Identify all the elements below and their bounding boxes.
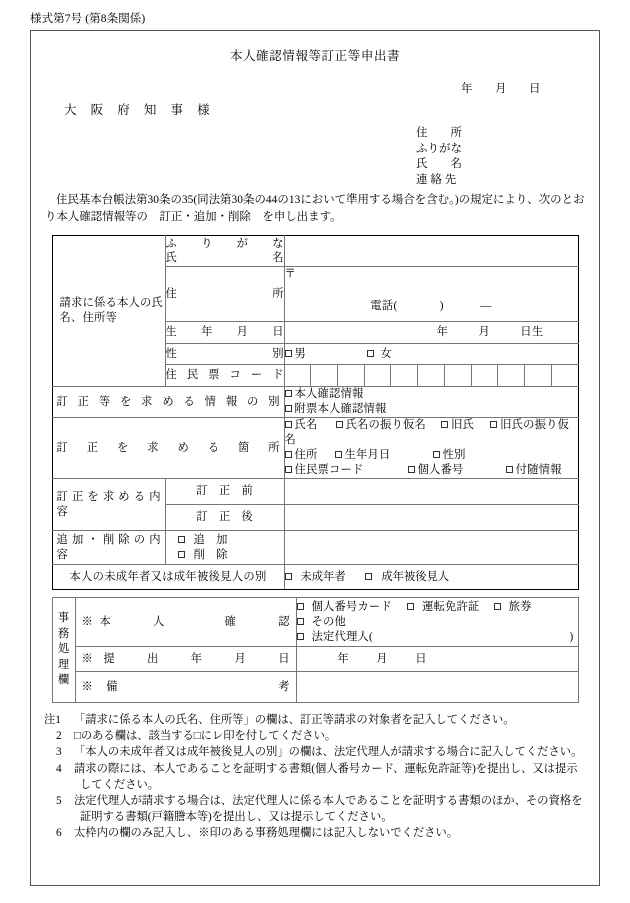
checkbox-my-number[interactable]: 個人番号 [408,464,464,476]
checkbox-icon[interactable] [506,466,513,473]
label-correction-content: 訂 正 を 求 め る 内 容 [52,479,165,531]
identity-line-1[interactable] [297,600,578,615]
checkbox-icon[interactable] [285,573,292,580]
submit-month-label: 月 [376,652,388,665]
field-remarks[interactable] [296,672,578,703]
checkbox-other[interactable]: その他 [297,616,347,628]
note-continuation: 証明する書類(戸籍謄本等)を提出し、又は提示してください。 [80,811,393,824]
checkbox-icon[interactable] [285,421,292,428]
field-gender[interactable] [284,344,578,365]
checkbox-drivers-license[interactable]: 運転免許証 [407,601,480,613]
statutory-paragraph [45,192,585,226]
code-cell[interactable] [285,365,312,386]
applicant-furigana-label: ふりがな [416,142,462,155]
admin-row-identity [52,598,578,647]
label-birthdate: 生 年 月 日 [165,322,284,344]
label-remarks: ※備 考 [75,672,296,703]
checkbox-icon[interactable] [285,451,292,458]
applicant-section-label: 請求に係る本人の氏名、住所等 [52,236,165,387]
code-cell[interactable] [311,365,338,386]
row-minor-guardian [52,565,578,590]
note-item: 6 太枠内の欄のみ記入し、※印のある事務処理欄には記入しないでください。 [56,827,459,840]
checkbox-adult-guardian[interactable]: 成年被後見人 [365,571,449,583]
date-day-label: 日 [529,83,541,95]
telephone-field[interactable] [285,299,578,314]
code-cell[interactable] [391,365,418,386]
correction-target-line-3[interactable] [285,463,578,478]
birth-month-label: 月 [478,326,491,338]
admin-processing-table [52,597,579,703]
applicant-contact-label: 連 絡 先 [416,173,457,186]
tel-label: 電話( [370,300,398,312]
checkbox-icon[interactable] [297,633,304,640]
applicant-fields [416,126,462,188]
field-minor-guardian[interactable] [284,565,578,590]
options-add-delete[interactable] [165,531,284,565]
field-resident-code[interactable] [284,365,578,387]
field-correction-after[interactable] [284,505,578,531]
submit-day-label: 日 [415,652,427,665]
legal-rep-paren-close: ) [569,630,574,643]
checkbox-icon[interactable] [408,466,415,473]
checkbox-mynumber-card[interactable]: 個人番号カード [297,601,392,613]
note-item: 4 請求の際には、本人であることを証明する書類(個人番号カード、運転免許証等)を提出し、又は提示 してください。 [44,761,586,793]
label-add-delete: 追 加 ・ 削 除 の 内 容 [52,531,165,565]
checkbox-name-kana[interactable]: 氏名の振り仮名 [336,419,426,431]
checkbox-icon[interactable] [297,603,304,610]
code-cell[interactable] [472,365,499,386]
checkbox-icon[interactable] [407,603,414,610]
label-resident-code: 住 民 票 コ ー ド [165,365,284,387]
label-furigana-name: ふ り が な 氏 名 [165,236,284,267]
statute-line-2: り本人確認情報等の 訂正・追加・削除 を申し出ます。 [45,211,342,223]
form-number: 様式第7号 (第8条関係) [30,13,146,25]
code-cell[interactable] [525,365,552,386]
checkbox-name[interactable]: 氏名 [285,419,318,431]
date-line [31,80,599,96]
label-after: 訂 正 後 [165,505,284,531]
main-form-table [52,235,579,590]
date-year-label: 年 [461,83,473,95]
checkbox-icon[interactable] [336,421,343,428]
note-item: 注1 「請求に係る本人の氏名、住所等」の欄は、訂正等請求の対象者を記入してください。 [44,714,515,726]
resident-code-grid[interactable] [285,365,578,386]
checkbox-icon[interactable] [441,421,448,428]
checkbox-icon[interactable] [297,618,304,625]
addressee: 大 阪 府 知 事 様 [64,103,216,117]
label-submit-date: ※提 出 年 月 日 [75,647,296,672]
checkbox-passport[interactable]: 旅券 [494,601,532,613]
notes-section [44,712,586,842]
date-month-label: 月 [495,83,507,95]
code-cell[interactable] [418,365,445,386]
checkbox-icon[interactable] [433,451,440,458]
checkbox-icon[interactable] [285,350,292,357]
label-info-type: 訂 正 等 を 求 め る 情 報 の 別 [52,387,284,418]
checkbox-icon[interactable] [178,551,185,558]
checkbox-icon[interactable] [178,536,185,543]
label-identity-verification: ※本 人 確 認 [75,598,296,647]
checkbox-icon[interactable] [367,350,374,357]
label-before: 訂 正 前 [165,479,284,505]
row-correction-target [52,418,578,479]
checkbox-icon[interactable] [285,405,292,412]
row-add-delete [52,531,578,565]
checkbox-add[interactable]: 追 加 [178,533,272,548]
checkbox-honnin-kakunin[interactable]: 本人確認情報 [285,387,578,402]
checkbox-fuhyo-honnin-kakunin[interactable]: 附票本人確認情報 [285,402,578,417]
checkbox-icon[interactable] [285,466,292,473]
birth-day-label: 日生 [520,326,544,338]
checkbox-old-name-kana[interactable]: 旧氏の振り仮名 [284,419,570,446]
applicant-address-label: 住 所 [416,127,462,139]
checkbox-old-name[interactable]: 旧氏 [441,419,474,431]
document-title: 本人確認情報等訂正等申出書 [229,49,401,63]
identity-line-3[interactable] [297,630,578,645]
field-birthdate[interactable] [284,322,578,344]
row-correction-before [52,479,578,505]
row-info-type [52,387,578,418]
code-cell[interactable] [445,365,472,386]
field-address[interactable] [284,267,578,322]
label-gender: 性 別 [165,344,284,365]
note-continuation: してください。 [80,778,160,791]
field-correction-before[interactable] [284,479,578,505]
note-item: 5 法定代理人が請求する場合は、法定代理人に係る本人であることを証明する書類のほか、その資格を 証明する書類(戸籍謄本等)を提出し、又は提示してください。 [44,793,586,825]
checkbox-minor[interactable]: 未成年者 [285,571,346,583]
checkbox-address[interactable]: 住所 [285,449,318,461]
identity-line-2[interactable] [297,615,578,630]
checkbox-icon[interactable] [494,603,501,610]
tel-dash: — [480,300,492,312]
checkbox-birthdate[interactable]: 生年月日 [335,449,391,461]
checkbox-delete[interactable]: 削 除 [178,548,272,563]
code-cell[interactable] [498,365,525,386]
checkbox-female[interactable]: 女 [367,348,391,360]
field-info-type[interactable] [284,387,578,418]
admin-row-remarks [52,672,578,703]
checkbox-male[interactable]: 男 [285,348,306,360]
row-furigana-name [52,236,578,267]
correction-target-line-1[interactable] [285,418,578,448]
code-cell[interactable] [552,365,578,386]
label-address: 住 所 [165,267,284,322]
field-identity-verification[interactable] [296,598,578,647]
admin-vertical-label: 事 務 処 理 欄 [52,598,75,703]
checkbox-legal-representative[interactable]: 法定代理人( [297,631,373,643]
tel-paren-close: ) [439,300,444,312]
checkbox-resident-code[interactable]: 住民票コード [285,464,364,476]
checkbox-icon[interactable] [365,573,372,580]
submit-year-label: 年 [337,652,349,665]
applicant-name-label: 氏 名 [416,158,462,170]
field-furigana-name[interactable] [284,236,578,267]
document-frame [30,30,600,886]
code-cell[interactable] [365,365,392,386]
field-correction-target[interactable] [284,418,578,479]
addressee-applicant-block [31,100,599,192]
statute-line-1: 住民基本台帳法第30条の35(同法第30条の44の13において準用する場合を含む。)の規定により、次のとお [56,194,585,206]
correction-target-line-2[interactable] [285,448,578,463]
checkbox-icon[interactable] [490,421,497,428]
note-item: 2 □のある欄は、該当する□にレ印を付してください。 [56,730,337,743]
field-add-delete-content[interactable] [284,531,578,565]
label-correction-target: 訂 正 を 求 め る 箇 所 [52,418,284,479]
postal-mark: 〒 [284,268,296,280]
birth-year-label: 年 [436,326,449,338]
field-submit-date[interactable] [296,647,578,672]
label-minor-guardian: 本人の未成年者又は成年被後見人の別 [52,565,284,590]
checkbox-gender[interactable]: 性別 [433,449,466,461]
admin-row-submit-date [52,647,578,672]
checkbox-附随情報[interactable]: 付随情報 [506,464,562,476]
checkbox-icon[interactable] [285,390,292,397]
note-item: 3 「本人の未成年者又は成年被後見人の別」の欄は、法定代理人が請求する場合に記入してください。 [56,746,583,759]
code-cell[interactable] [338,365,365,386]
checkbox-icon[interactable] [335,451,342,458]
